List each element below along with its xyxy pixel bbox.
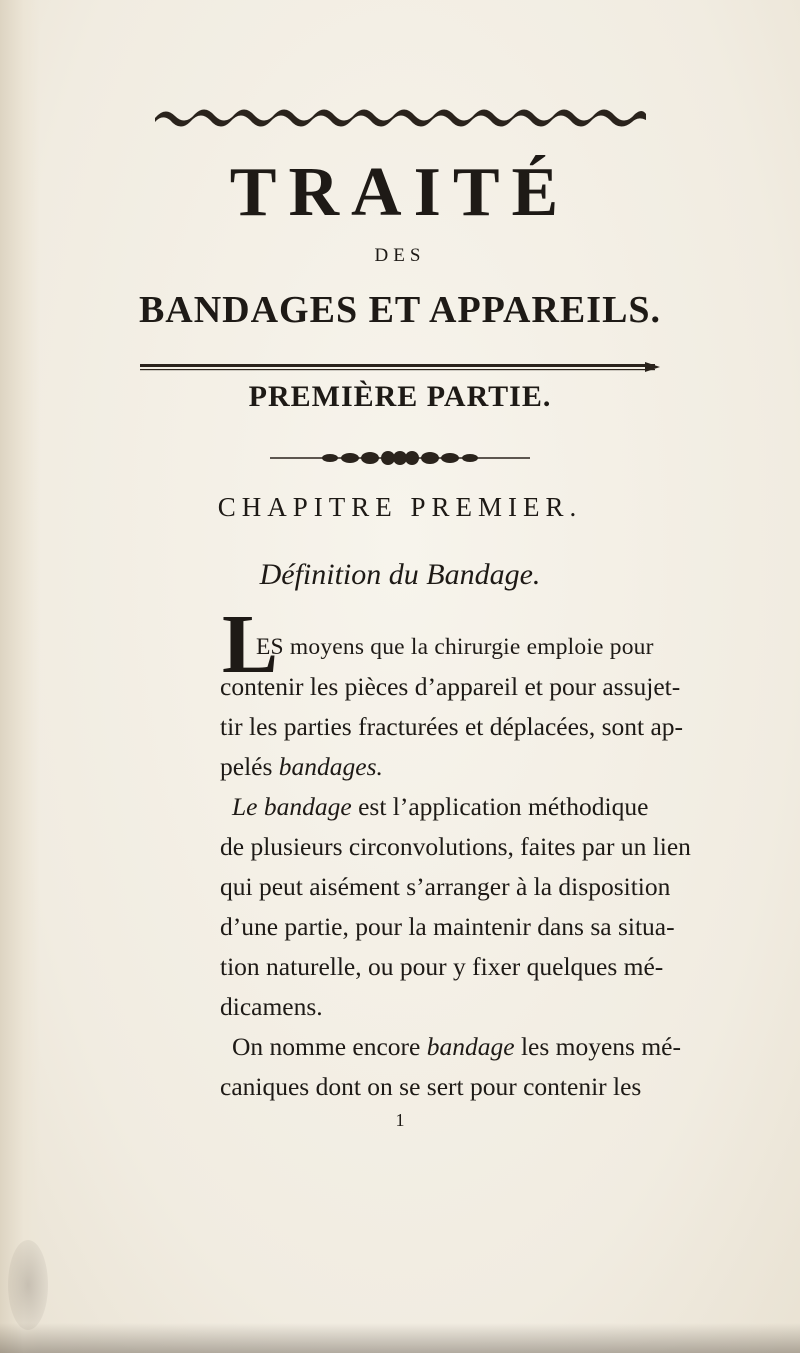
paragraph3-emphasis: bandage	[426, 1032, 515, 1061]
paragraph2-line1-text: est l’application méthodique	[351, 792, 649, 821]
title-connector: DES	[374, 245, 426, 266]
chapter-heading: CHAPITRE PREMIER.	[217, 492, 583, 522]
paragraph2-emphasis: Le bandage	[232, 792, 352, 821]
paper-stain	[8, 1240, 48, 1330]
paragraph3-line1-tail: les moyens mé-	[514, 1032, 681, 1061]
paragraph1-line1: ES moyens que la chirurgie emploie pour	[256, 634, 654, 660]
drop-cap: L	[222, 598, 279, 691]
page-number: 1	[395, 1110, 405, 1130]
paragraph2-line1	[232, 787, 772, 827]
double-rule-divider	[140, 362, 660, 374]
paragraph2-line6: dicamens.	[220, 992, 323, 1021]
paragraph1-line4-text: pelés	[220, 752, 279, 781]
paragraph2-line3: qui peut aisément s’arranger à la disposition	[220, 872, 671, 901]
paragraph1-line3: tir les parties fracturées et déplacées, sont ap-	[220, 712, 684, 741]
paragraph2-line4: d’une partie, pour la maintenir dans sa situa-	[220, 912, 675, 941]
paragraph3-line1	[232, 1027, 772, 1067]
part-heading: PREMIÈRE PARTIE.	[248, 380, 552, 413]
page-bottom-shadow	[0, 1323, 800, 1353]
paragraph3-line1-text: On nomme encore	[232, 1032, 427, 1061]
paragraph2-line2: de plusieurs circonvolutions, faites par un lien	[220, 832, 691, 861]
header-ornament	[150, 96, 650, 136]
paragraph3-line2: caniques dont on se sert pour contenir les	[220, 1072, 642, 1101]
paragraph1-line4	[220, 747, 760, 787]
paragraph2-line5: tion naturelle, ou pour y fixer quelques mé-	[220, 952, 664, 981]
section-title: Définition du Bandage.	[259, 558, 541, 591]
fleuron-ornament	[270, 448, 530, 468]
book-title: TRAITÉ	[229, 154, 571, 231]
book-subtitle: BANDAGES ET APPAREILS.	[138, 289, 662, 331]
paragraph1-line2: contenir les pièces d’appareil et pour assujet-	[220, 672, 681, 701]
paragraph1-emphasis: bandages.	[278, 752, 383, 781]
